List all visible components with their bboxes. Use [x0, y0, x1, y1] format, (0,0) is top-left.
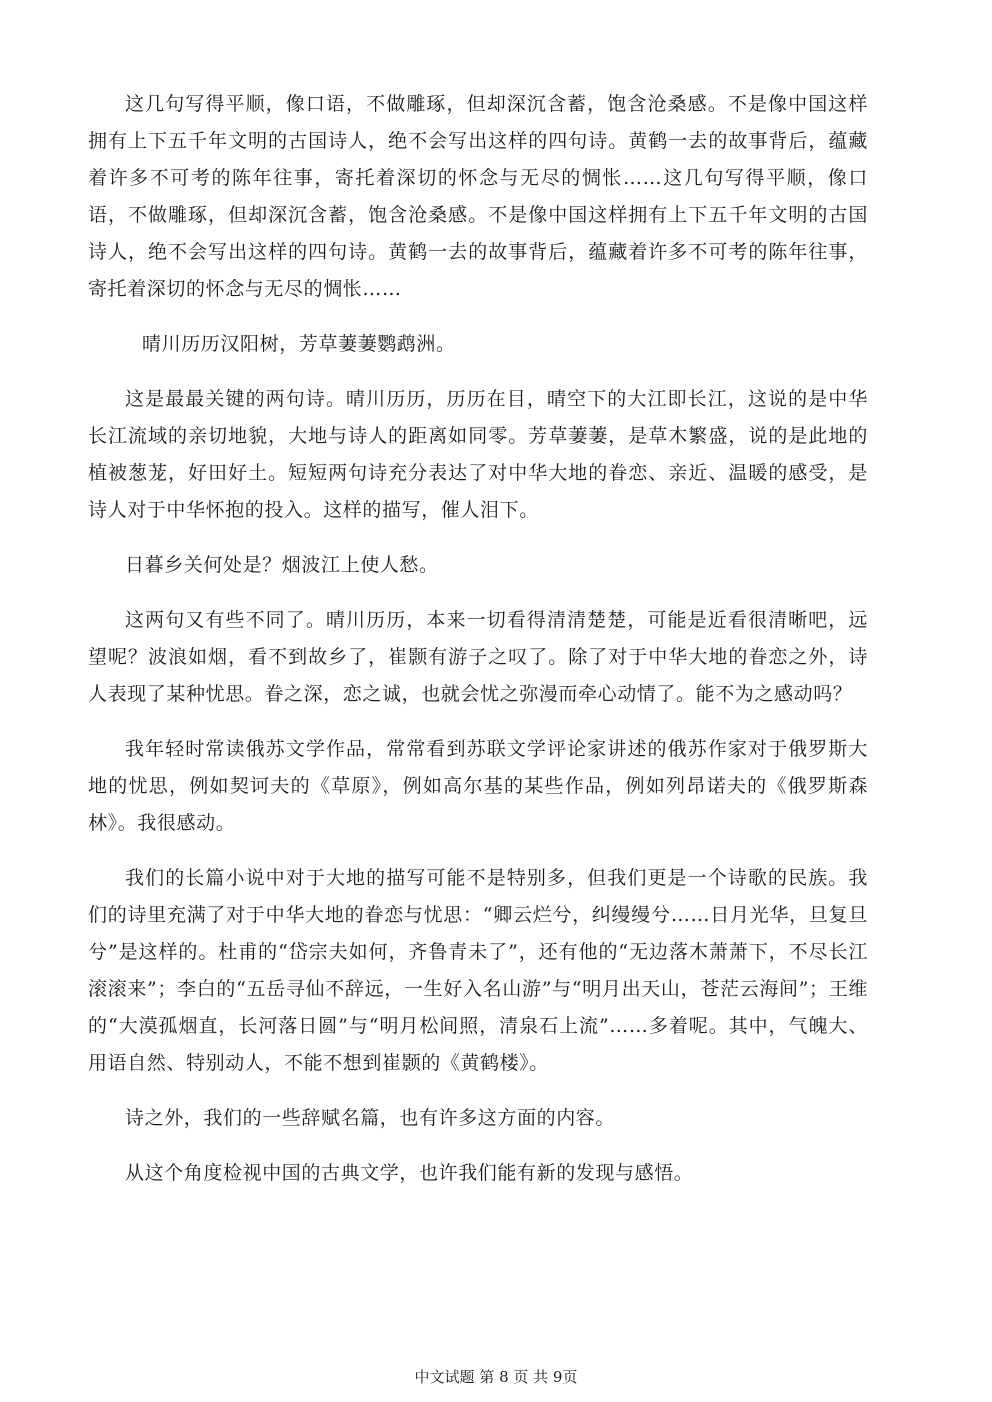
- paragraph-5: 我们的长篇小说中对于大地的描写可能不是特别多，但我们更是一个诗歌的民族。我们的诗里充满了对于中华大地的眷恋与忧思：“卿云烂兮，纠缦缦兮……日月光华，旦复旦兮”是这样的。杜甫的“岱宗夫如何，齐鲁青未了”，还有他的“无边落木萧萧下，不尽长江滚滚来”；李白的“五岳寻仙不辞远，一生好入名山游”与“明月出天山，苍茫云海间”；王维的“大漠孤烟直，长河落日圆”与“明月松间照，清泉石上流”……多着呢。其中，气魄大、用语自然、特别动人，不能不想到崔颢的《黄鹤楼》。: [88, 867, 868, 1074]
- paragraph-2: 这是最最关键的两句诗。晴川历历，历历在目，晴空下的大江即长江，这说的是中华长江流域的亲切地貌，大地与诗人的距离如同零。芳草萋萋，是草木繁盛，说的是此地的植被葱茏，好田好土。短短两句诗充分表达了对中华大地的眷恋、亲近、温暖的感受，是诗人对于中华怀抱的投入。这样的描写，催人泪下。: [88, 388, 868, 521]
- paragraph-1: 这几句写得平顺，像口语，不做雕琢，但却深沉含蓄，饱含沧桑感。不是像中国这样拥有上下五千年文明的古国诗人，绝不会写出这样的四句诗。黄鹤一去的故事背后，蕴藏着许多不可考的陈年往事，寄托着深切的怀念与无尽的惆怅……这几句写得平顺，像口语，不做雕琢，但却深沉含蓄，饱含沧桑感。不是像中国这样拥有上下五千年文明的古国诗人，绝不会写出这样的四句诗。黄鹤一去的故事背后，蕴藏着许多不可考的陈年往事，寄托着深切的怀念与无尽的惆怅……: [88, 93, 868, 300]
- page-footer: 中文试题 第 8 页 共 9页: [414, 1368, 578, 1386]
- paragraph-7: 从这个角度检视中国的古典文学，也许我们能有新的发现与感悟。: [125, 1162, 694, 1184]
- article-body: [88, 86, 868, 1192]
- poem-line-2: 日暮乡关何处是？烟波江上使人愁。: [125, 554, 439, 576]
- poem-line-1: 晴川历历汉阳树，芳草萋萋鹦鹉洲。: [142, 333, 456, 355]
- paragraph-4: 我年轻时常读俄苏文学作品，常常看到苏联文学评论家讲述的俄苏作家对于俄罗斯大地的忧思，例如契诃夫的《草原》，例如高尔基的某些作品，例如列昂诺夫的《俄罗斯森林》。我很感动。: [88, 738, 868, 834]
- paragraph-6: 诗之外，我们的一些辞赋名篇，也有许多这方面的内容。: [125, 1107, 616, 1129]
- paragraph-3: 这两句又有些不同了。晴川历历，本来一切看得清清楚楚，可能是近看很清晰吧，远望呢？波浪如烟，看不到故乡了，崔颢有游子之叹了。除了对于中华大地的眷恋之外，诗人表现了某种忧思。眷之深，恋之诚，也就会忧之弥漫而牵心动情了。能不为之感动吗？: [88, 609, 868, 705]
